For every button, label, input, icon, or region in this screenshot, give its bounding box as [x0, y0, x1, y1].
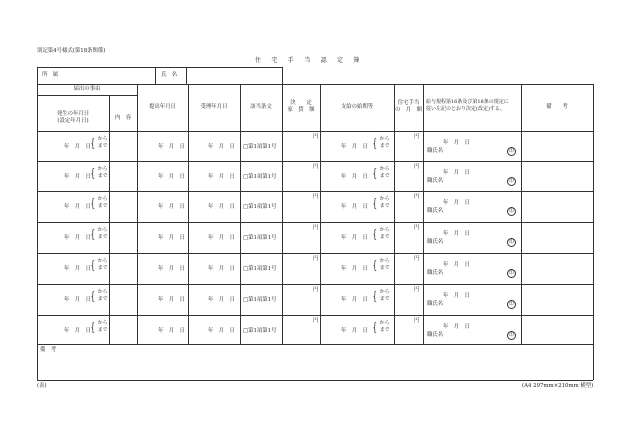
- seal-icon: 印: [507, 238, 516, 247]
- allowance-yen-unit: 円: [414, 318, 420, 324]
- received-date[interactable]: 年 月 日: [208, 174, 235, 180]
- content-header: 内 容: [114, 115, 132, 121]
- seal-icon: 印: [507, 300, 516, 309]
- to-label: まで: [379, 327, 390, 333]
- from-label: から: [97, 136, 108, 142]
- submitted-date[interactable]: 年 月 日: [158, 204, 185, 210]
- allowance-yen-unit: 円: [414, 134, 420, 140]
- brace-icon: {: [90, 289, 96, 303]
- record-row: [0, 315, 630, 345]
- payment-start-date[interactable]: 年 月 日: [341, 144, 368, 150]
- payment-period-header: 支給の始期等: [340, 104, 374, 110]
- from-label: から: [379, 258, 390, 264]
- payment-brace: [371, 258, 390, 272]
- occurrence-date[interactable]: 年 月 日: [64, 328, 91, 334]
- paper-size-note: (A4 297mm×210mm 横型): [522, 383, 594, 389]
- payment-brace: [371, 227, 390, 241]
- submitted-date[interactable]: 年 月 日: [158, 266, 185, 272]
- rent-yen-unit: 円: [313, 287, 319, 293]
- seal-icon: 印: [507, 331, 516, 340]
- official-name-label: 職氏名: [427, 239, 444, 245]
- period-brace: [89, 227, 108, 241]
- official-name-label: 職氏名: [427, 208, 444, 214]
- record-row: [0, 191, 630, 221]
- official-name-label: 職氏名: [427, 148, 444, 154]
- article-checkbox[interactable]: □ 第1項第1号: [243, 266, 277, 272]
- form-title: 住 宅 手 当 認 定 簿: [255, 57, 362, 64]
- article-header: 該当条文: [250, 104, 272, 110]
- seal-icon: 印: [507, 147, 516, 156]
- record-row: [0, 284, 630, 314]
- period-brace: [89, 196, 108, 210]
- affiliation-label: 所 属: [42, 72, 59, 78]
- payment-brace: [371, 320, 390, 334]
- to-label: まで: [379, 203, 390, 209]
- period-brace: [89, 258, 108, 272]
- brace-icon: {: [90, 320, 96, 334]
- allowance-yen-unit: 円: [414, 287, 420, 293]
- submitted-date[interactable]: 年 月 日: [158, 174, 185, 180]
- payment-start-date[interactable]: 年 月 日: [341, 204, 368, 210]
- official-name-label: 職氏名: [427, 301, 444, 307]
- payment-brace: [371, 166, 390, 180]
- seal-icon: 印: [507, 177, 516, 186]
- brace-icon: {: [372, 289, 378, 303]
- record-row: [0, 253, 630, 283]
- article-checkbox[interactable]: □ 第1項第1号: [243, 328, 277, 334]
- grid-line: [37, 67, 282, 68]
- from-label: から: [379, 136, 390, 142]
- allowance-header: 住宅手当: [397, 100, 420, 106]
- occurrence-date[interactable]: 年 月 日: [64, 235, 91, 241]
- brace-icon: {: [90, 166, 96, 180]
- period-brace: [89, 166, 108, 180]
- remarks-footer-label: 備 考: [40, 347, 57, 353]
- grid-line: [155, 67, 156, 84]
- occurrence-date[interactable]: 年 月 日: [64, 297, 91, 303]
- name-label: 氏 名: [161, 72, 178, 78]
- received-date[interactable]: 年 月 日: [208, 328, 235, 334]
- form-reference: 別記第4号様式(第18条関係): [37, 48, 106, 54]
- brace-icon: {: [90, 136, 96, 150]
- from-label: から: [379, 227, 390, 233]
- from-label: から: [97, 166, 108, 172]
- rent-yen-unit: 円: [313, 194, 319, 200]
- submitted-date-header: 提出年月日: [149, 104, 176, 110]
- to-label: まで: [379, 234, 390, 240]
- record-row: [0, 131, 630, 161]
- seal-icon: 印: [507, 269, 516, 278]
- from-label: から: [97, 320, 108, 326]
- seal-icon: 印: [507, 207, 516, 216]
- payment-brace: [371, 289, 390, 303]
- decision-date[interactable]: 年 月 日: [443, 262, 470, 268]
- occurrence-date[interactable]: 年 月 日: [64, 174, 91, 180]
- to-label: まで: [379, 173, 390, 179]
- from-label: から: [97, 196, 108, 202]
- brace-icon: {: [372, 258, 378, 272]
- submitted-date[interactable]: 年 月 日: [158, 328, 185, 334]
- period-brace: [89, 289, 108, 303]
- from-label: から: [97, 289, 108, 295]
- article-checkbox[interactable]: □ 第1項第1号: [243, 204, 277, 210]
- grid-line: [37, 95, 137, 96]
- received-date[interactable]: 年 月 日: [208, 297, 235, 303]
- brace-icon: {: [372, 320, 378, 334]
- from-label: から: [97, 258, 108, 264]
- rent-yen-unit: 円: [313, 134, 319, 140]
- period-brace: [89, 320, 108, 334]
- rent-yen-unit: 円: [313, 256, 319, 262]
- record-row: [0, 222, 630, 252]
- payment-brace: [371, 136, 390, 150]
- allowance-yen-unit: 円: [414, 225, 420, 231]
- payment-brace: [371, 196, 390, 210]
- payment-start-date[interactable]: 年 月 日: [341, 174, 368, 180]
- payment-start-date[interactable]: 年 月 日: [341, 266, 368, 272]
- from-label: から: [379, 196, 390, 202]
- decided-rent-subheader: 家 賃 額: [287, 107, 315, 113]
- received-date[interactable]: 年 月 日: [208, 266, 235, 272]
- rent-yen-unit: 円: [313, 318, 319, 324]
- grid-line: [282, 67, 283, 84]
- from-label: から: [379, 320, 390, 326]
- received-date[interactable]: 年 月 日: [208, 235, 235, 241]
- brace-icon: {: [372, 166, 378, 180]
- to-label: まで: [97, 173, 108, 179]
- submitted-date[interactable]: 年 月 日: [158, 297, 185, 303]
- article-checkbox[interactable]: □ 第1項第1号: [243, 235, 277, 241]
- to-label: まで: [97, 296, 108, 302]
- side-indicator: (表): [37, 383, 47, 389]
- confirmation-header: 給与規程第16条及び第18条の規定に: [426, 99, 509, 105]
- rent-yen-unit: 円: [313, 164, 319, 170]
- decision-date[interactable]: 年 月 日: [443, 200, 470, 206]
- occurrence-date-subheader: (設定年月日): [57, 118, 89, 124]
- occurrence-date[interactable]: 年 月 日: [64, 266, 91, 272]
- submitted-date[interactable]: 年 月 日: [158, 144, 185, 150]
- to-label: まで: [379, 265, 390, 271]
- decision-date[interactable]: 年 月 日: [443, 231, 470, 237]
- to-label: まで: [97, 203, 108, 209]
- remarks-header: 備 考: [546, 104, 568, 110]
- allowance-yen-unit: 円: [414, 256, 420, 262]
- from-label: から: [97, 227, 108, 233]
- payment-start-date[interactable]: 年 月 日: [341, 328, 368, 334]
- to-label: まで: [97, 265, 108, 271]
- payment-start-date[interactable]: 年 月 日: [341, 235, 368, 241]
- occurrence-date-header: 発生の年月日: [56, 111, 90, 117]
- decision-date[interactable]: 年 月 日: [443, 324, 470, 330]
- to-label: まで: [379, 296, 390, 302]
- decision-date[interactable]: 年 月 日: [443, 140, 470, 146]
- allowance-yen-unit: 円: [414, 194, 420, 200]
- article-checkbox[interactable]: □ 第1項第1号: [243, 174, 277, 180]
- record-row: [0, 161, 630, 191]
- article-checkbox[interactable]: □ 第1項第1号: [243, 144, 277, 150]
- allowance-subheader: の 月 額: [395, 107, 422, 113]
- confirmation-subheader: 従い左記のとおり決定(改定)する。: [426, 106, 505, 112]
- decision-date[interactable]: 年 月 日: [443, 170, 470, 176]
- brace-icon: {: [372, 227, 378, 241]
- official-name-label: 職氏名: [427, 178, 444, 184]
- brace-icon: {: [372, 196, 378, 210]
- brace-icon: {: [372, 136, 378, 150]
- official-name-label: 職氏名: [427, 270, 444, 276]
- decided-rent-header: 決 定: [290, 100, 312, 106]
- occurrence-date[interactable]: 年 月 日: [64, 144, 91, 150]
- received-date-header: 受理年月日: [200, 104, 228, 110]
- brace-icon: {: [90, 227, 96, 241]
- to-label: まで: [97, 234, 108, 240]
- period-brace: [89, 136, 108, 150]
- submitted-date[interactable]: 年 月 日: [158, 235, 185, 241]
- to-label: まで: [97, 327, 108, 333]
- from-label: から: [379, 289, 390, 295]
- grid-line: [37, 84, 593, 85]
- decision-date[interactable]: 年 月 日: [443, 293, 470, 299]
- allowance-yen-unit: 円: [414, 164, 420, 170]
- received-date[interactable]: 年 月 日: [208, 144, 235, 150]
- to-label: まで: [379, 143, 390, 149]
- article-checkbox[interactable]: □ 第1項第1号: [243, 297, 277, 303]
- received-date[interactable]: 年 月 日: [208, 204, 235, 210]
- to-label: まで: [97, 143, 108, 149]
- brace-icon: {: [90, 196, 96, 210]
- occurrence-date[interactable]: 年 月 日: [64, 204, 91, 210]
- official-name-label: 職氏名: [427, 332, 444, 338]
- grid-line: [186, 67, 187, 84]
- notification-item-header: 届出の事由: [73, 86, 101, 92]
- grid-line: [37, 380, 593, 381]
- payment-start-date[interactable]: 年 月 日: [341, 297, 368, 303]
- brace-icon: {: [90, 258, 96, 272]
- rent-yen-unit: 円: [313, 225, 319, 231]
- from-label: から: [379, 166, 390, 172]
